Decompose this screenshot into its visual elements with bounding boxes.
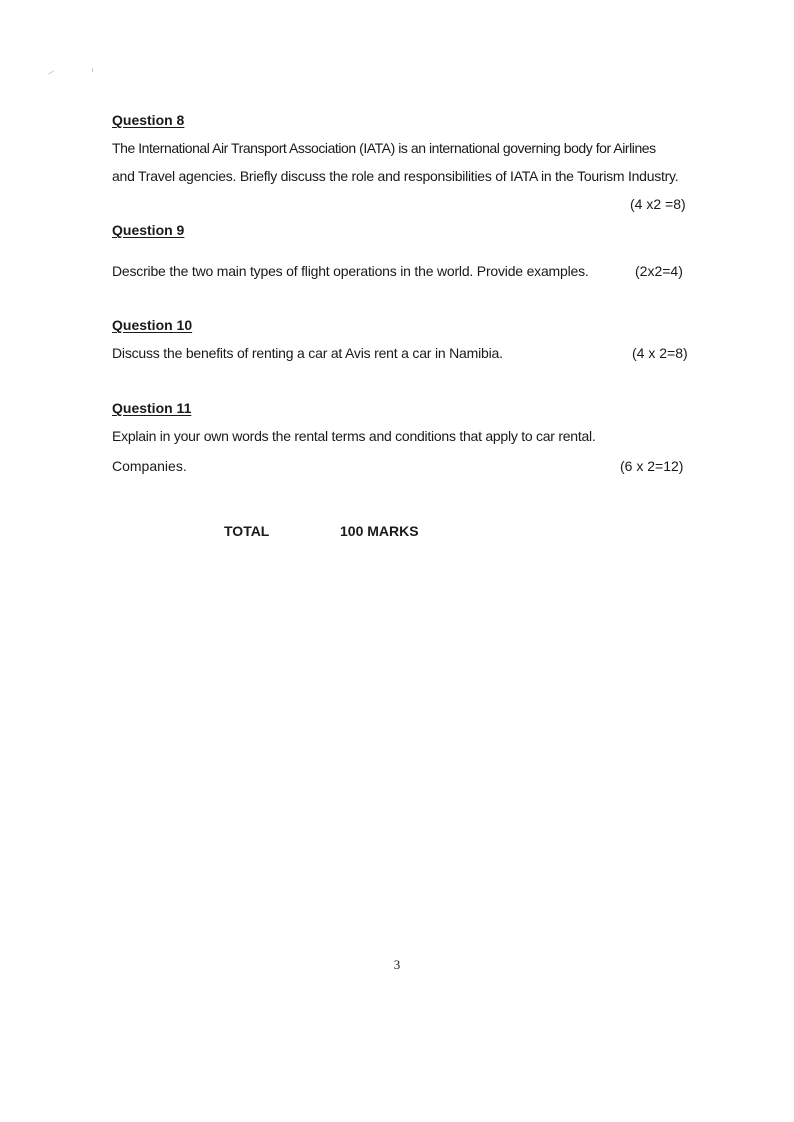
question-10-marks: (4 x 2=8) [632, 345, 688, 361]
question-8-text-line-2: and Travel agencies. Briefly discuss the role and responsibilities of IATA in the Tourism Industry. [112, 168, 679, 184]
question-10-heading: Question 10 [112, 317, 193, 333]
question-11-text-line-1: Explain in your own words the rental terms and conditions that apply to car rental. [112, 428, 596, 444]
question-8-marks: (4 x2 =8) [630, 196, 686, 212]
question-9-marks: (2x2=4) [635, 263, 683, 279]
scan-artifact [48, 71, 54, 75]
total-marks: 100 MARKS [340, 523, 419, 539]
question-11-text-line-2: Companies. [112, 458, 187, 474]
question-10-text-line-1: Discuss the benefits of renting a car at Avis rent a car in Namibia. [112, 345, 503, 361]
question-9-heading: Question 9 [112, 222, 185, 238]
question-11-marks: (6 x 2=12) [620, 458, 684, 474]
total-label: TOTAL [224, 523, 270, 539]
question-9-text-line-1: Describe the two main types of flight operations in the world. Provide examples. [112, 263, 589, 279]
question-11-heading: Question 11 [112, 400, 192, 416]
scan-artifact [92, 68, 93, 72]
question-8-heading: Question 8 [112, 112, 185, 128]
page-number: 3 [393, 957, 401, 972]
question-8-text-line-1: The International Air Transport Association (IATA) is an international governing body for Airlines [112, 140, 656, 156]
